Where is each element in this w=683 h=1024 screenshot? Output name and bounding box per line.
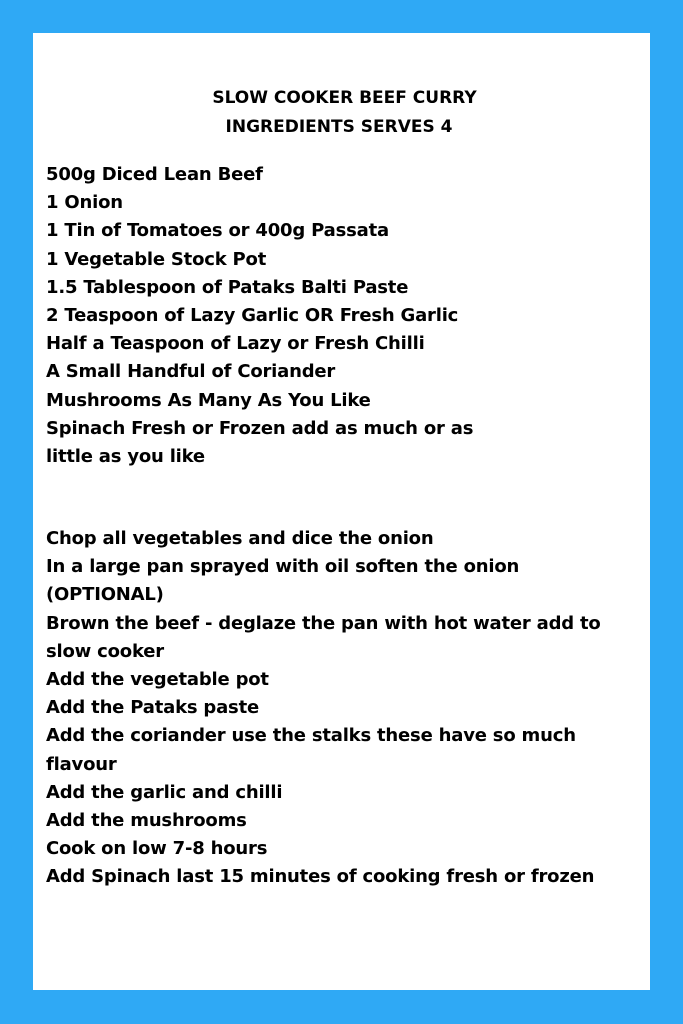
ingredient-line: 1 Onion: [46, 192, 123, 214]
ingredient-line: A Small Handful of Coriander: [46, 361, 336, 383]
ingredient-line: 500g Diced Lean Beef: [46, 164, 263, 185]
ingredient-line: 2 Teaspoon of Lazy Garlic OR Fresh Garlic: [46, 305, 459, 327]
method-line: In a large pan sprayed with oil soften the onion: [46, 556, 520, 578]
method-line: Add Spinach last 15 minutes of cooking fresh or frozen: [46, 866, 595, 888]
method-list: [46, 525, 601, 892]
method-line: slow cooker: [46, 640, 164, 662]
method-line: Cook on low 7-8 hours: [46, 838, 268, 860]
method-line: Chop all vegetables and dice the onion: [46, 528, 434, 549]
ingredients-list: [46, 161, 473, 471]
method-line: flavour: [46, 753, 117, 775]
method-line: Add the vegetable pot: [46, 669, 269, 691]
ingredient-line: little as you like: [46, 446, 205, 468]
method-line: Add the Pataks paste: [46, 697, 259, 719]
ingredient-line: 1 Tin of Tomatoes or 400g Passata: [46, 220, 389, 242]
ingredient-line: 1.5 Tablespoon of Pataks Balti Paste: [46, 276, 409, 298]
method-line: Add the garlic and chilli: [46, 781, 283, 803]
ingredient-line: 1 Vegetable Stock Pot: [46, 248, 267, 270]
ingredient-line: Half a Teaspoon of Lazy or Fresh Chilli: [46, 333, 425, 355]
method-line: Add the coriander use the stalks these have so much: [46, 725, 576, 747]
method-line: (OPTIONAL): [46, 584, 164, 606]
method-line: Add the mushrooms: [46, 810, 247, 832]
recipe-subtitle: INGREDIENTS SERVES 4: [225, 117, 453, 137]
title-block: [33, 84, 650, 142]
recipe-title: SLOW COOKER BEEF CURRY: [212, 88, 477, 108]
ingredient-line: Mushrooms As Many As You Like: [46, 389, 371, 411]
method-line: Brown the beef - deglaze the pan with hot water add to: [46, 612, 601, 634]
ingredient-line: Spinach Fresh or Frozen add as much or as: [46, 417, 474, 439]
recipe-card: [33, 33, 650, 990]
